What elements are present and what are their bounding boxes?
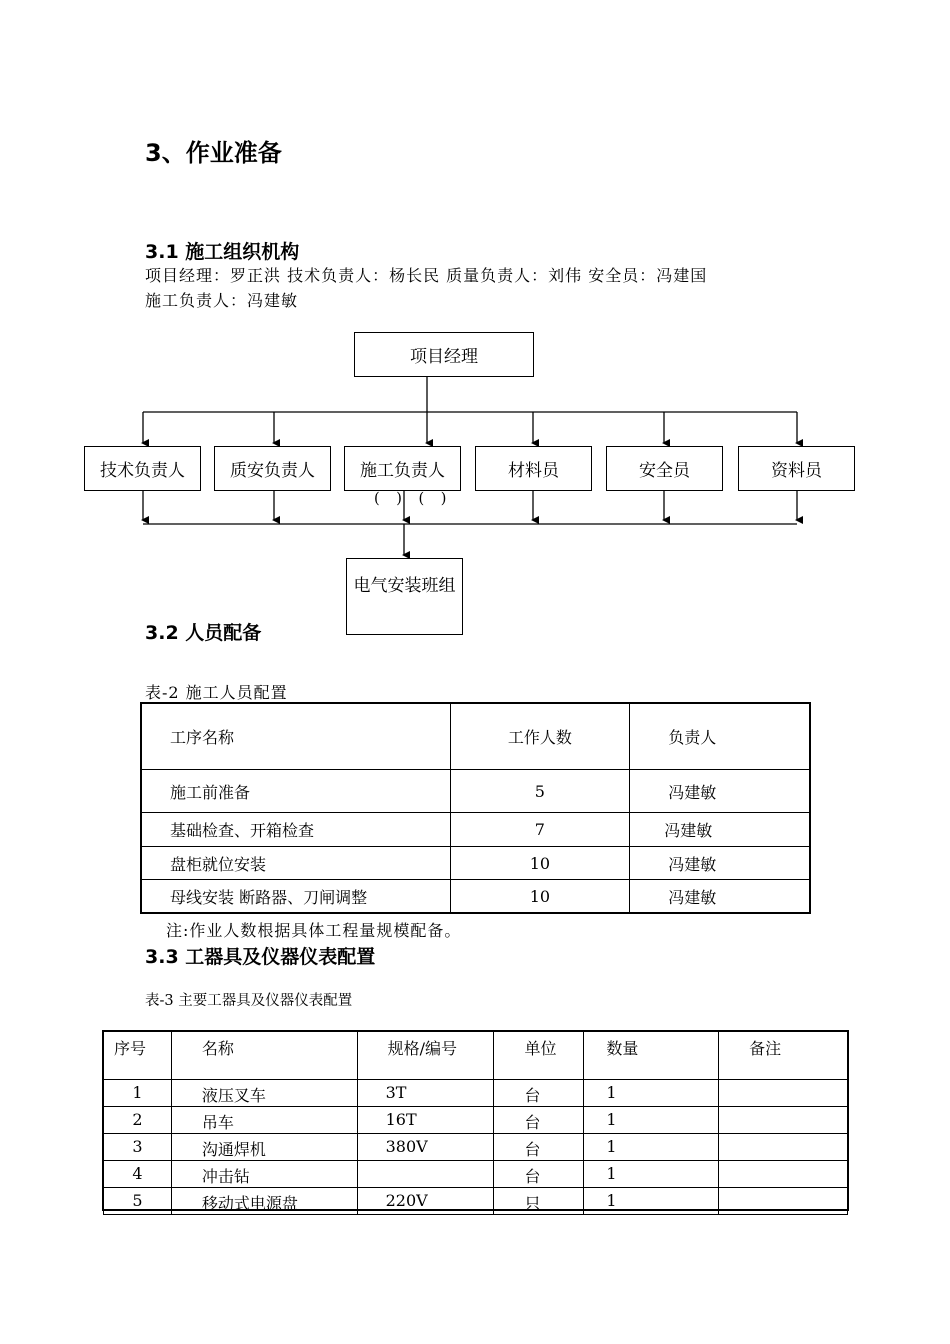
tools-cell-remark [719,1134,848,1161]
staff-cell-process: 盘柜就位安装 [142,847,451,880]
org-node-records: 资料员 [738,446,855,491]
staff-cell-count: 10 [450,847,630,880]
staff-cell-lead: 冯建敏 [630,813,810,847]
tools-cell-unit: 台 [494,1080,584,1107]
org-heading: 3.1 施工组织机构 [145,241,300,263]
staff-header-lead: 负责人 [630,704,810,770]
staff-table [141,703,810,914]
tools-cell-remark [719,1161,848,1188]
table-row [104,1134,848,1161]
table-row [142,770,810,813]
staff-header-count: 工作人数 [450,704,630,770]
tools-cell-no: 4 [104,1161,172,1188]
tools-cell-remark [719,1080,848,1107]
tools-cell-name: 液压叉车 [171,1080,357,1107]
table-row [104,1107,848,1134]
tools-cell-name: 吊车 [171,1107,357,1134]
tools-header-name: 名称 [171,1032,357,1080]
tools-cell-remark [719,1188,848,1215]
tools-cell-spec: 220V [357,1188,494,1215]
tools-cell-unit: 只 [494,1188,584,1215]
staff-cell-count: 7 [450,813,630,847]
tools-cell-unit: 台 [494,1134,584,1161]
org-node-quality: 质安负责人 [214,446,331,491]
org-node-materials: 材料员 [475,446,592,491]
tools-cell-no: 2 [104,1107,172,1134]
org-node-top: 项目经理 [354,332,534,377]
tools-cell-qty: 1 [584,1107,719,1134]
tools-cell-spec: 3T [357,1080,494,1107]
tools-header-qty: 数量 [584,1032,719,1080]
tools-cell-name: 沟通焊机 [171,1134,357,1161]
tools-cell-spec: 16T [357,1107,494,1134]
org-node-team: 电气安装班组 [346,558,463,635]
tools-cell-name: 移动式电源盘 [171,1188,357,1215]
tools-cell-unit: 台 [494,1161,584,1188]
staff-heading: 3.2 人员配备 [145,622,262,644]
tools-cell-qty: 1 [584,1188,719,1215]
tools-cell-spec [357,1161,494,1188]
staff-note: 注:作业人数根据具体工程量规模配备。 [166,921,462,940]
table-row [104,1080,848,1107]
table-row [142,847,810,880]
tools-cell-qty: 1 [584,1161,719,1188]
section-title: 3、作业准备 [145,139,282,167]
tools-cell-no: 3 [104,1134,172,1161]
staff-cell-lead: 冯建敏 [630,770,810,813]
tools-cell-unit: 台 [494,1107,584,1134]
tools-cell-remark [719,1107,848,1134]
staff-header-process: 工序名称 [142,704,451,770]
staff-cell-process: 施工前准备 [142,770,451,813]
tools-heading: 3.3 工器具及仪器仪表配置 [145,946,376,968]
org-line-2: 施工负责人：冯建敏 [145,291,299,310]
tools-header-spec: 规格/编号 [357,1032,494,1080]
staff-header-row [142,704,810,770]
tools-header-row [104,1032,848,1080]
staff-cell-lead: 冯建敏 [630,880,810,914]
table-row [104,1161,848,1188]
staff-cell-count: 5 [450,770,630,813]
tools-table [103,1031,848,1215]
staff-cell-process: 基础检查、开箱检查 [142,813,451,847]
staff-cell-count: 10 [450,880,630,914]
tools-header-no: 序号 [104,1032,172,1080]
org-node-safety: 安全员 [606,446,723,491]
org-line-1: 项目经理：罗正洪 技术负责人：杨长民 质量负责人：刘伟 安全员：冯建国 [145,266,708,285]
tools-cell-qty: 1 [584,1134,719,1161]
tools-caption: 表-3 主要工器具及仪器仪表配置 [145,993,353,1009]
tools-header-unit: 单位 [494,1032,584,1080]
org-node-construction: 施工负责人 [344,446,461,491]
staff-caption: 表-2 施工人员配置 [145,683,288,702]
staff-cell-lead: 冯建敏 [630,847,810,880]
tools-header-remark: 备注 [719,1032,848,1080]
tools-cell-name: 冲击钻 [171,1161,357,1188]
table-row [142,880,810,914]
tools-cell-spec: 380V [357,1134,494,1161]
staff-cell-process: 母线安装 断路器、刀闸调整 [142,880,451,914]
table-row [104,1188,848,1215]
tools-cell-qty: 1 [584,1080,719,1107]
tools-cell-no: 1 [104,1080,172,1107]
org-node-tech: 技术负责人 [84,446,201,491]
org-sub-note: ( ) ( ) [374,491,453,507]
table-row [142,813,810,847]
tools-cell-no: 5 [104,1188,172,1215]
